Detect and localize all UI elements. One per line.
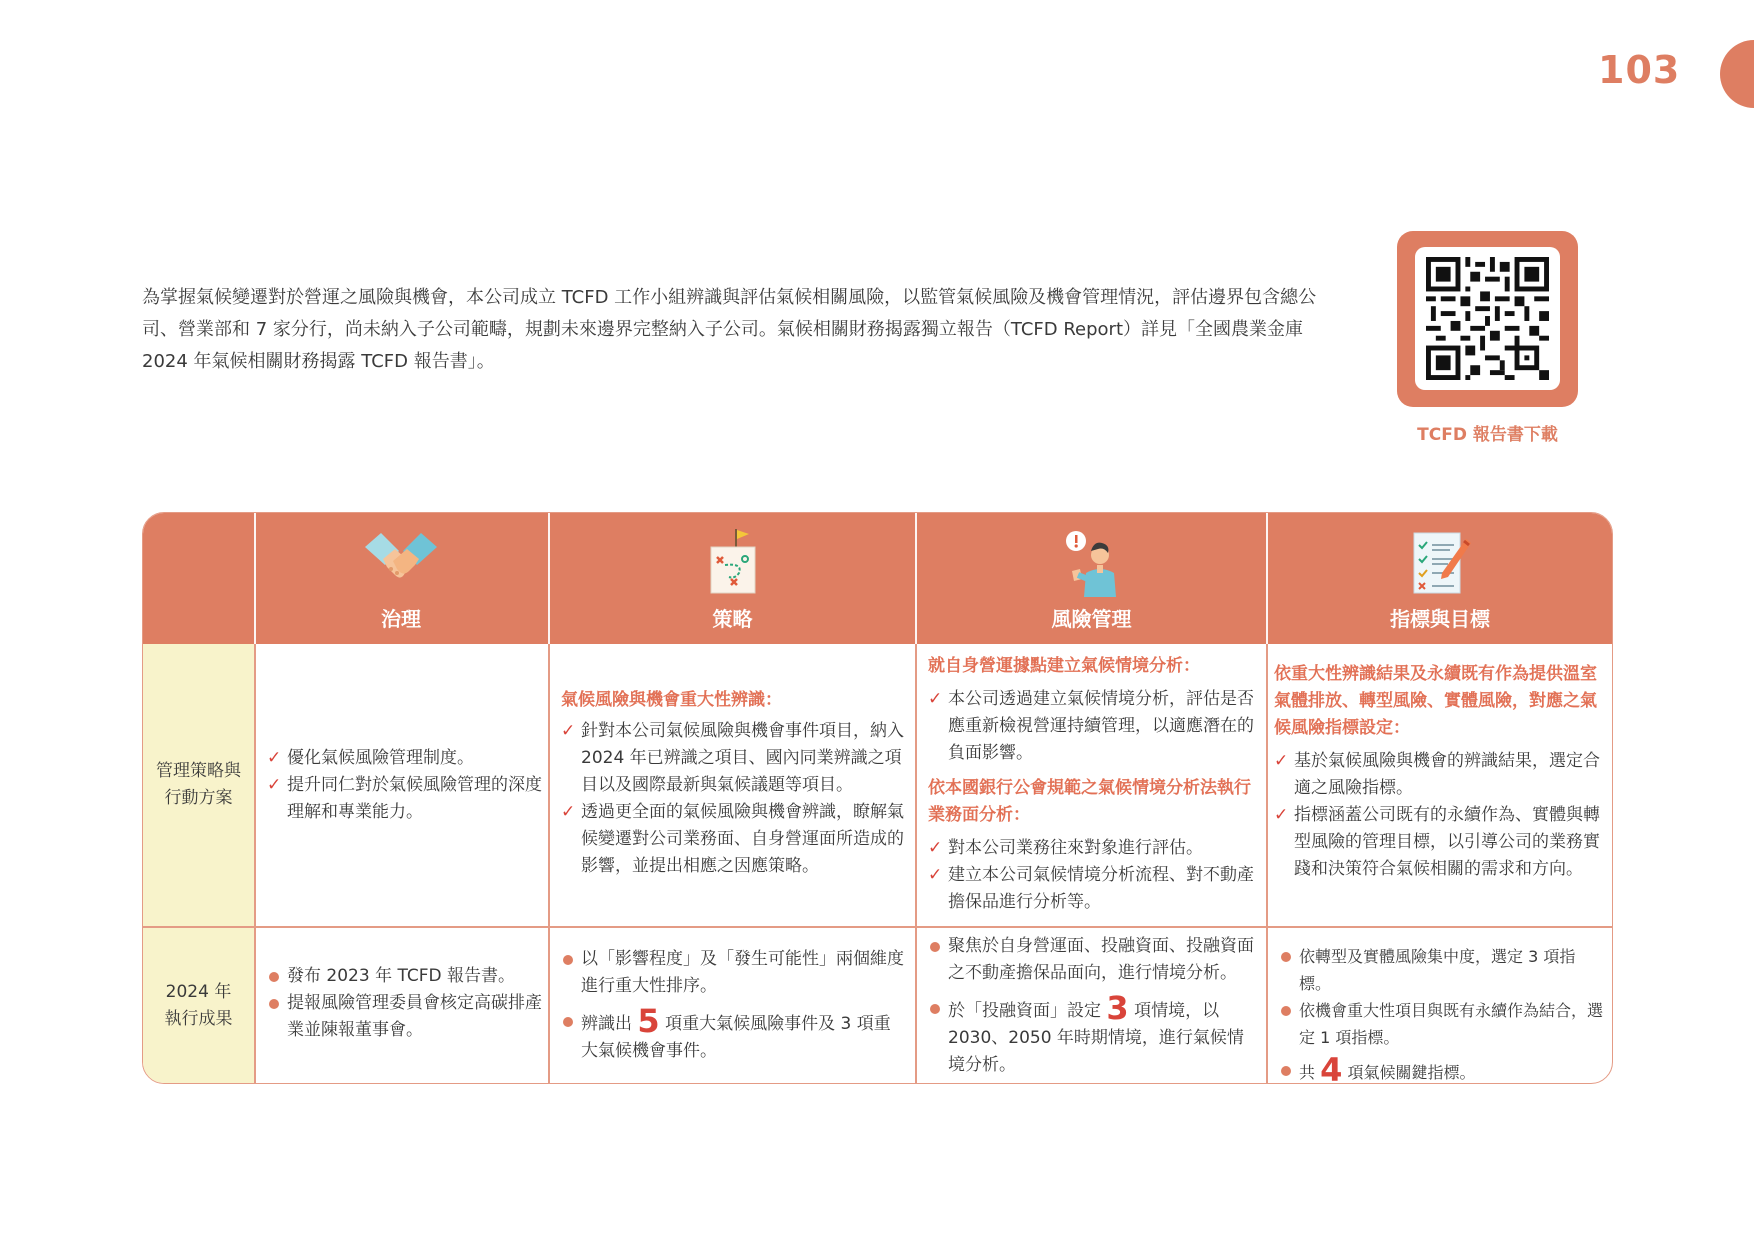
list-item: 共 4 項氣候關鍵指標。 [1279,1057,1607,1084]
list-item: 辨識出 5 項重大氣候風險事件及 3 項重大氣候機會事件。 [561,1008,907,1065]
governance-results-cell [267,963,542,1044]
risk-manager-icon [1062,529,1122,603]
header-metrics-targets [1268,513,1612,644]
highlight-number: 4 [1320,1051,1343,1084]
governance-strategy-cell [267,745,542,826]
qr-download-label[interactable]: TCFD 報告書下載 [1417,425,1558,445]
checklist-icon [1408,529,1472,599]
list-item: ✓ 基於氣候風險與機會的辨識結果，選定合適之風險指標。 [1274,751,1600,798]
list-item: 聚焦於自身營運面、投融資面、投融資面之不動產擔保品面向，進行情境分析。 [928,933,1258,987]
list-item: 以「影響程度」及「發生可能性」兩個維度進行重大性排序。 [561,946,907,1000]
list-item: ✓ 優化氣候風險管理制度。 [267,748,474,768]
list-item: ✓ 對本公司業務往來對象進行評估。 [928,838,1203,858]
list-item: 於「投融資面」設定 3 項情境，以 2030、2050 年時期情境，進行氣候情境分析。 [928,995,1258,1079]
intro-paragraph: 為掌握氣候變遷對於營運之風險與機會，本公司成立 TCFD 工作小組辨識與評估氣候相關風險，以監管氣候風險及機會管理情況，評估邊界包含總公司、營業部和 7 家分行，尚未納入子公司範疇，規劃未來邊界完整納入子公司。氣候相關財務揭露獨立報告（TCFD Report）詳見「全國農業金庫 2024 年氣候相關財務揭露 TCFD 報告書」。 [142,287,1317,372]
header-title-strategy: 策略 [712,607,753,631]
header-governance [254,513,548,644]
qr-code-icon[interactable] [1425,257,1550,380]
metrics-subtitle: 依重大性辨識結果及永續既有作為提供溫室氣體排放、轉型風險、實體風險，對應之氣候風險指標設定： [1274,664,1597,738]
row-label-2024-results: 2024 年執行成果 [143,928,254,1083]
list-item: 依轉型及實體風險集中度，選定 3 項指標。 [1279,943,1607,997]
risk-subtitle-1: 就自身營運據點建立氣候情境分析： [928,656,1200,676]
row-label-strategy-actions: 管理策略與行動方案 [143,644,254,926]
strategy-subtitle: 氣候風險與機會重大性辨識： [561,690,782,710]
list-item: ✓ 透過更全面的氣候風險與機會辨識，瞭解氣候變遷對公司業務面、自身營運面所造成的影響，並提出相應之因應策略。 [561,802,904,876]
header-title-metrics-targets: 指標與目標 [1390,607,1490,631]
list-item: ✓ 建立本公司氣候情境分析流程、對不動產擔保品進行分析等。 [928,865,1254,912]
strategy-actions-cell [561,687,907,880]
risk-actions-cell [928,653,1258,916]
qr-code-frame[interactable] [1397,231,1578,407]
handshake-icon [361,529,441,595]
list-item: 提報風險管理委員會核定高碳排產業並陳報董事會。 [267,990,542,1044]
list-item: ✓ 指標涵蓋公司既有的永續作為、實體與轉型風險的管理目標，以引導公司的業務實踐和決策符合氣候相關的需求和方向。 [1274,805,1600,879]
list-item: 依機會重大性項目與既有永續作為結合，選定 1 項指標。 [1279,997,1607,1051]
risk-results-cell [928,933,1258,1079]
metrics-results-cell [1279,943,1607,1084]
risk-subtitle-2: 依本國銀行公會規範之氣候情境分析法執行業務面分析： [928,778,1251,825]
strategy-results-cell [561,946,907,1065]
header-title-governance: 治理 [381,607,421,631]
highlight-number: 5 [637,1002,660,1040]
header-risk-management [917,513,1266,644]
header-title-risk-management: 風險管理 [1051,607,1132,631]
metrics-actions-cell [1274,661,1606,883]
strategy-board-icon [703,529,763,599]
highlight-number: 3 [1106,989,1129,1027]
list-item: ✓ 針對本公司氣候風險與機會事件項目，納入 2024 年已辨識之項目、國內同業辨識之項目以及國際最新與氣候議題等項目。 [561,721,904,795]
list-item: ✓ 本公司透過建立氣候情境分析，評估是否應重新檢視營運持續管理，以適應潛在的負面影響。 [928,689,1254,763]
page-tab-decoration [1720,40,1754,108]
page-number: 103 [1598,48,1681,92]
tcfd-table [142,512,1613,1084]
header-strategy [550,513,915,644]
list-item: ✓ 提升同仁對於氣候風險管理的深度理解和專業能力。 [267,775,542,822]
list-item: 發布 2023 年 TCFD 報告書。 [267,963,542,990]
